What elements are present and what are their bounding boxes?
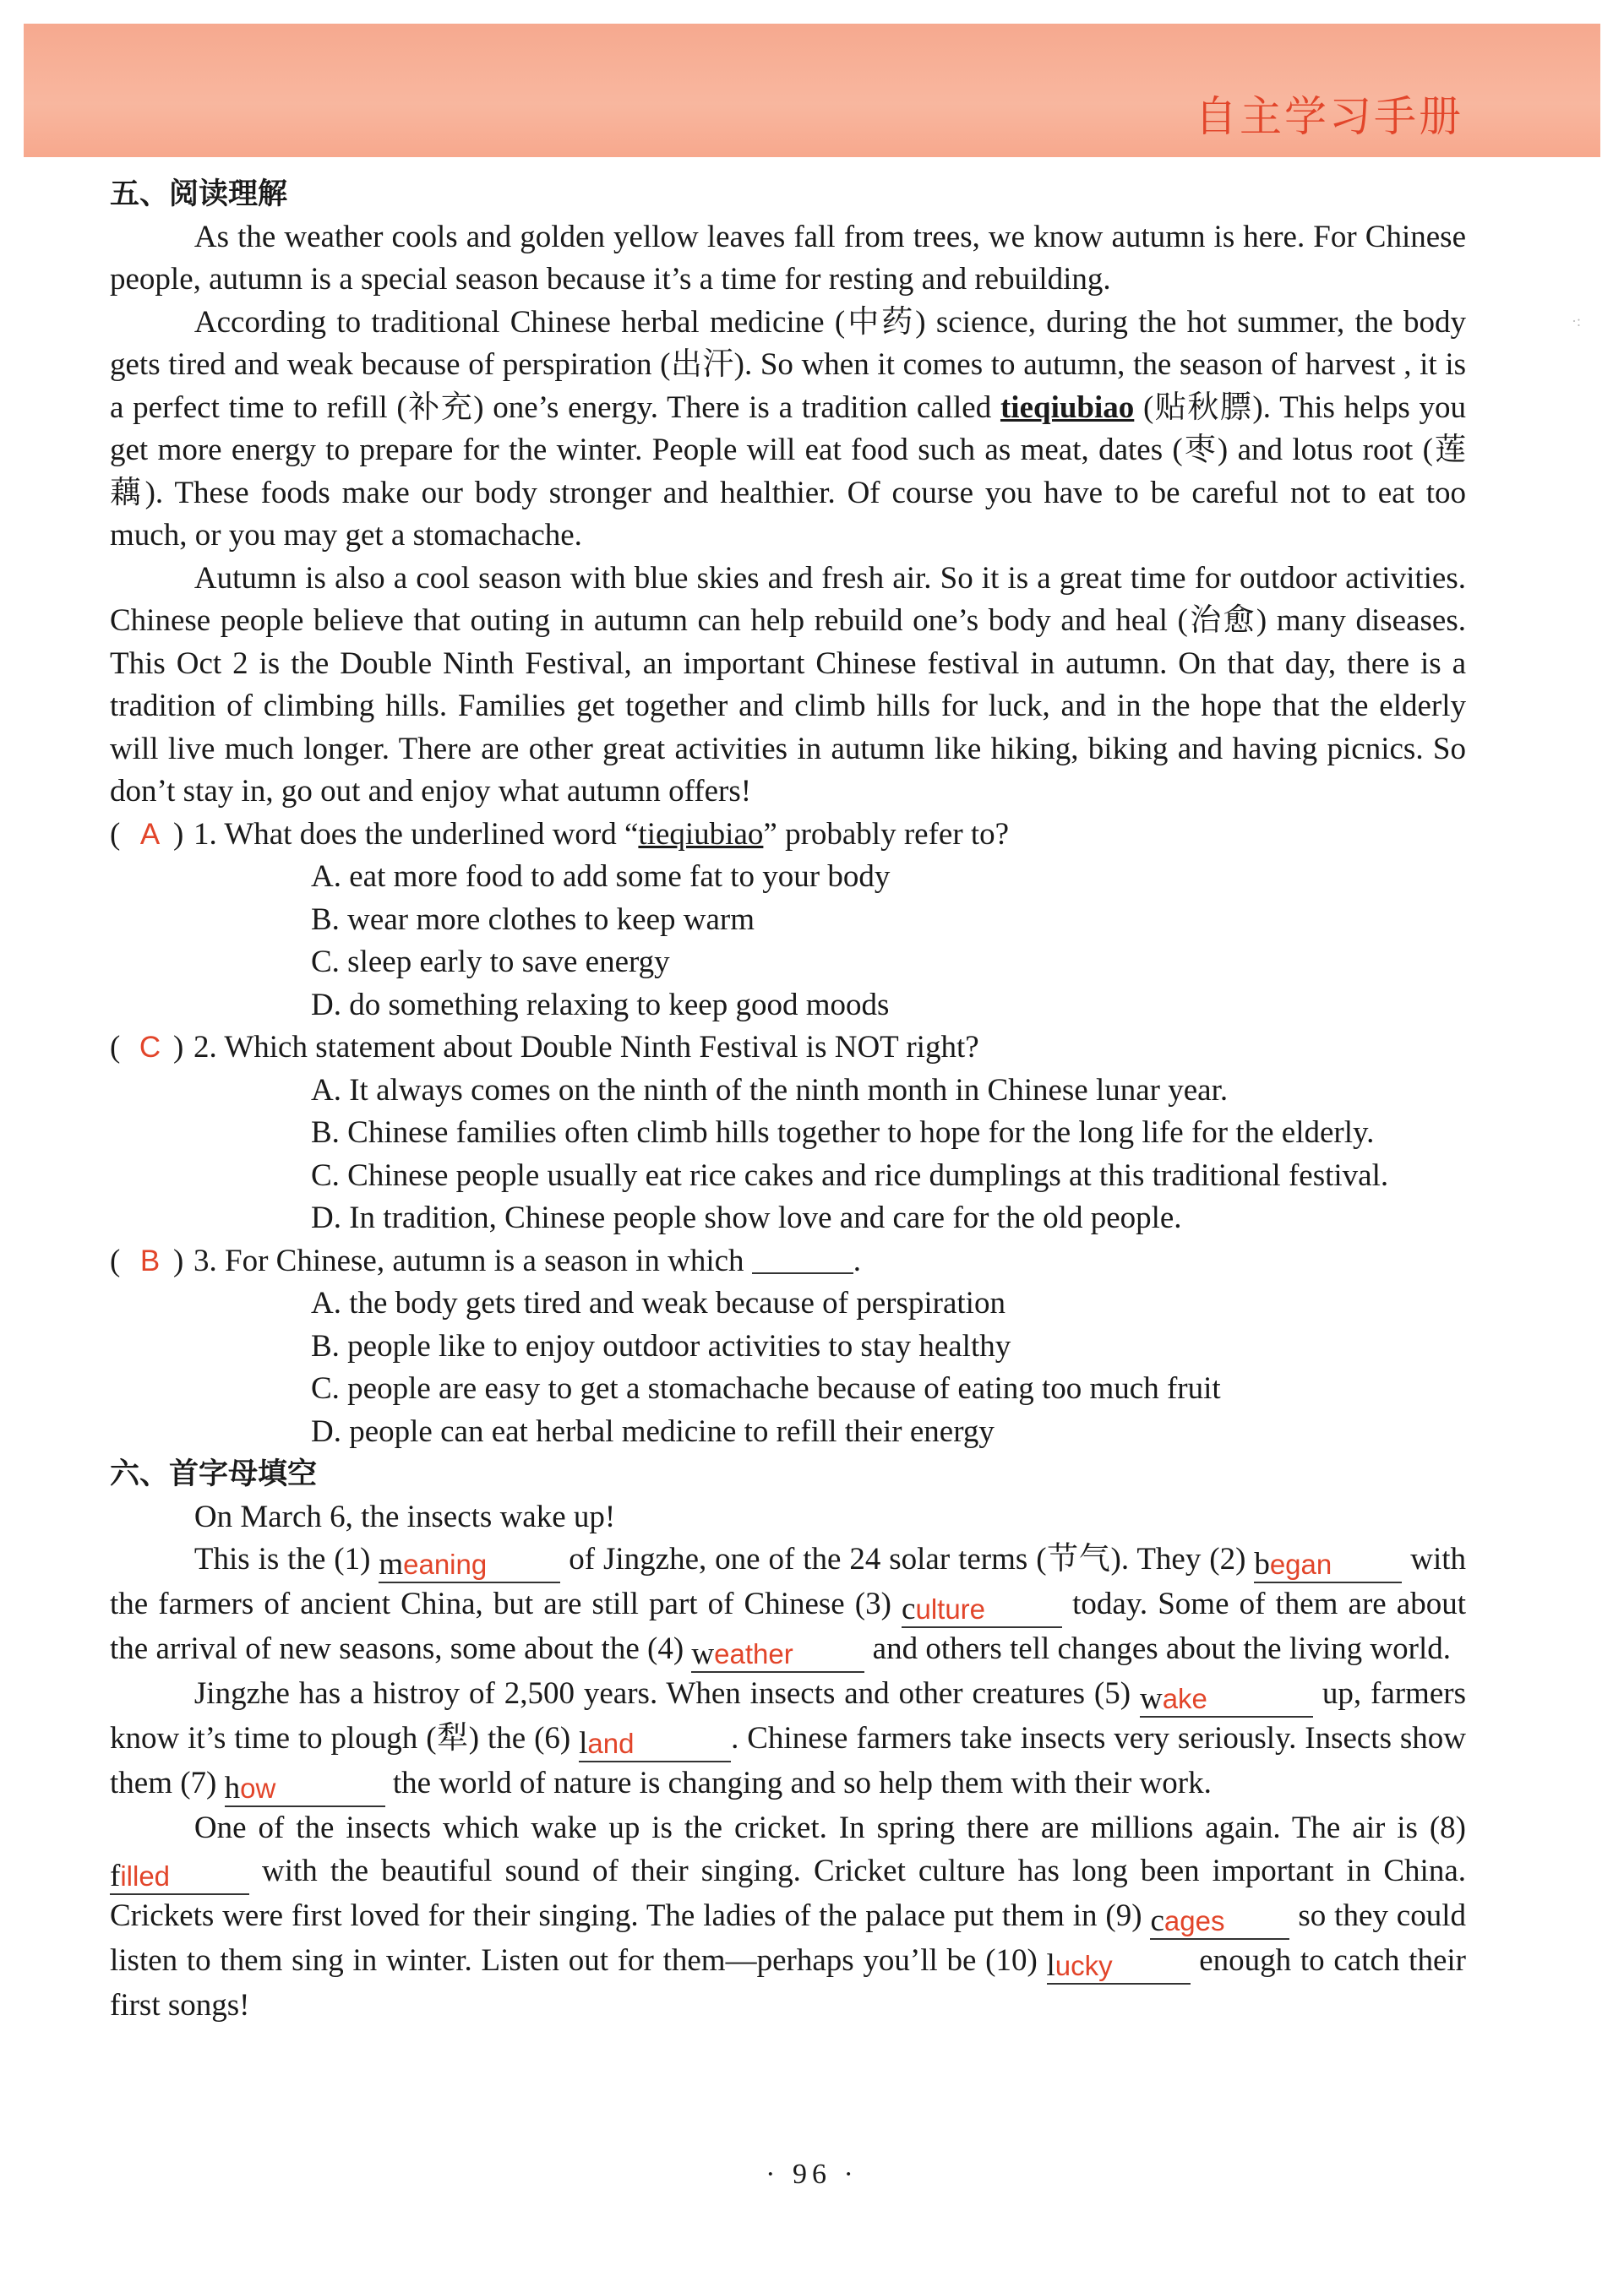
blank-8-letter: f: [110, 1858, 121, 1893]
cloze-text: enough to catch their first songs!: [110, 1942, 1466, 2023]
reading-paragraph-3-text: Autumn is also a cool season with blue skies and fresh air. So it is a great time for outdoor activities. Chinese people believe that outing in autumn can help rebuild one’s body and heal (治愈) many diseases. This Oct 2 is the Double Ninth Festival, an important Chinese festival in autumn. On that day, there is a tradition of climbing hills. Families get together and climb hills for luck, and in the hope that the elderly will live much longer. There are other great activities in autumn like hiking, biking and having picnics. So don’t stay in, go out and enjoy what autumn offers!: [110, 560, 1466, 809]
cloze-paragraph-1: On March 6, the insects wake up!: [193, 1499, 616, 1534]
question-3-answer: B: [139, 1244, 161, 1277]
blank-2: [1254, 1548, 1402, 1583]
question-1-answer: A: [139, 817, 161, 851]
cloze-heading: 六、首字母填空: [110, 1457, 318, 1491]
blank-4-letter: w: [691, 1637, 715, 1671]
reading-paragraph-2: [110, 302, 1466, 558]
question-2-option-a: A. It always comes on the ninth of the ninth month in Chinese lunar year.: [311, 1072, 1229, 1108]
cloze-text: with the beautiful sound of their singing. Cricket culture has long been important in China. Crickets were first loved for their singing. The ladies of the palace put them in (9): [110, 1853, 1466, 1933]
reading-paragraph-2-text-a: According to traditional Chinese herbal medicine (中药) science, during the hot summer, the body gets tired and weak because of perspiration (出汗). So when it comes to autumn, the season of harvest , it is a perfect time to refill (补充) one’s energy. There is a tradition called: [110, 304, 1466, 425]
paren-open: (: [110, 1030, 121, 1065]
question-3-post: .: [853, 1243, 862, 1278]
cloze-text: with the farmers of ancient China, but are still part of Chinese (3): [110, 1542, 1467, 1621]
blank-6: [579, 1727, 731, 1762]
margin-mark: ·:: [1572, 313, 1581, 330]
blank-1-answer: eaning: [403, 1549, 488, 1580]
reading-paragraph-1-text: As the weather cools and golden yellow leaves fall from trees, we know autumn is here. For Chinese people, autumn is a special season because it’s a time for resting and rebuilding.: [110, 219, 1466, 297]
blank-1: [379, 1548, 560, 1583]
question-3-option-c: C. people are easy to get a stomachache because of eating too much fruit: [311, 1371, 1221, 1406]
question-1-text: [190, 814, 1009, 857]
reading-paragraph-3: [110, 558, 1466, 814]
blank-5: [1140, 1682, 1313, 1718]
header-title: 自主学习手册: [1195, 92, 1463, 141]
question-1-pre: 1. What does the underlined word “: [193, 816, 639, 852]
blank-10-letter: l: [1046, 1947, 1055, 1983]
question-2-option-d: D. In tradition, Chinese people show love and care for the old people.: [311, 1201, 1182, 1235]
cloze-text: so they could listen to them sing in winter. Listen out for them—perhaps you’ll be (10): [110, 1898, 1466, 1978]
blank-2-letter: b: [1254, 1547, 1270, 1582]
cloze-text: This is the (1): [193, 1542, 379, 1577]
blank-8-answer: illed: [120, 1860, 171, 1892]
paren-close: ): [173, 1243, 184, 1278]
blank-5-letter: w: [1139, 1681, 1163, 1716]
cloze-text: One of the insects which wake up is the cricket. In spring there are millions again. The air is (8): [193, 1811, 1466, 1845]
paren-close: ): [173, 816, 184, 852]
blank-3-letter: c: [902, 1592, 916, 1626]
blank-6-answer: and: [587, 1728, 635, 1759]
reading-paragraph-2-text-b: (贴秋膘). This helps you get more energy to prepare for the winter. People will eat food such as meat, dates (枣) and lotus root (莲藕). These foods make our body stronger and healthier. Of course you have to be careful not to eat too much, or you may get a stomachache.: [110, 389, 1466, 553]
cloze-text: of Jingzhe, one of the 24 solar terms (节气). They (2): [560, 1542, 1255, 1577]
blank-7: [225, 1772, 385, 1807]
blank-8: [110, 1860, 249, 1895]
blank-3: [902, 1593, 1062, 1628]
page-number: · 96 ·: [766, 2159, 858, 2190]
cloze-text: up, farmers know it’s time to plough (犁) the (6): [110, 1676, 1466, 1756]
cloze-paragraph-4: [110, 1807, 1466, 2027]
keyword-tieqiubiao: tieqiubiao: [1000, 389, 1135, 425]
reading-paragraph-1: [110, 216, 1466, 302]
question-1-option-c: C. sleep early to save energy: [311, 945, 670, 979]
blank-7-letter: h: [224, 1771, 241, 1805]
blank-4: [691, 1637, 864, 1673]
page-content: [110, 173, 1466, 2027]
blank-4-answer: eather: [714, 1638, 793, 1669]
question-1: [110, 814, 1466, 857]
cloze-text: . Chinese farmers take insects very seriously. Insects show them (7): [110, 1721, 1466, 1800]
cloze-text: today. Some of them are about the arrival of new seasons, some about the (4): [110, 1587, 1466, 1666]
question-3-option-b: B. people like to enjoy outdoor activities to stay healthy: [311, 1328, 1011, 1364]
blank-9-answer: ages: [1164, 1904, 1225, 1936]
question-2-option-c: C. Chinese people usually eat rice cakes and rice dumplings at this traditional festival.: [311, 1157, 1389, 1193]
question-3-option-d: D. people can eat herbal medicine to refill their energy: [311, 1413, 995, 1449]
question-1-option-a: A. eat more food to add some fat to your body: [311, 859, 891, 894]
cloze-text: the world of nature is changing and so help them with their work.: [384, 1766, 1212, 1800]
cloze-text: and others tell changes about the living world.: [864, 1631, 1451, 1666]
question-1-option-b: B. wear more clothes to keep warm: [311, 901, 755, 937]
question-2-option-b: B. Chinese families often climb hills together to hope for the long life for the elderly.: [311, 1115, 1375, 1150]
blank-1-letter: m: [379, 1547, 404, 1582]
question-1-underlined-word: tieqiubiao: [638, 816, 764, 852]
paren-close: ): [173, 1030, 184, 1065]
blank-3-answer: ulture: [915, 1593, 986, 1625]
blank-9-letter: c: [1150, 1903, 1164, 1938]
blank-9: [1150, 1904, 1289, 1940]
blank-2-answer: egan: [1269, 1549, 1332, 1580]
question-3: [110, 1240, 1466, 1283]
cloze-text: Jingzhe has a histroy of 2,500 years. When insects and other creatures (5): [193, 1676, 1140, 1711]
blank-7-answer: ow: [240, 1773, 276, 1804]
blank-10: [1047, 1949, 1191, 1985]
question-2-text: 2. Which statement about Double Ninth Festival is NOT right?: [193, 1030, 979, 1065]
question-3-option-a: A. the body gets tired and weak because of perspiration: [311, 1286, 1005, 1321]
question-2-answer: C: [139, 1031, 161, 1064]
reading-heading: 五、阅读理解: [110, 177, 288, 211]
paren-open: (: [110, 1243, 121, 1278]
question-1-post: ” probably refer to?: [763, 816, 1010, 852]
cloze-paragraph-2: [110, 1539, 1466, 1673]
cloze-paragraph-3: [110, 1673, 1466, 1807]
question-2: [110, 1027, 1466, 1070]
paren-open: (: [110, 816, 121, 852]
question-1-option-d: D. do something relaxing to keep good moods: [311, 987, 890, 1022]
blank-5-answer: ake: [1162, 1683, 1207, 1714]
question-3-blank: [752, 1240, 853, 1274]
question-3-text: [190, 1240, 861, 1283]
question-3-pre: 3. For Chinese, autumn is a season in which: [193, 1243, 752, 1278]
blank-10-answer: ucky: [1055, 1949, 1113, 1981]
blank-6-letter: l: [579, 1726, 588, 1761]
